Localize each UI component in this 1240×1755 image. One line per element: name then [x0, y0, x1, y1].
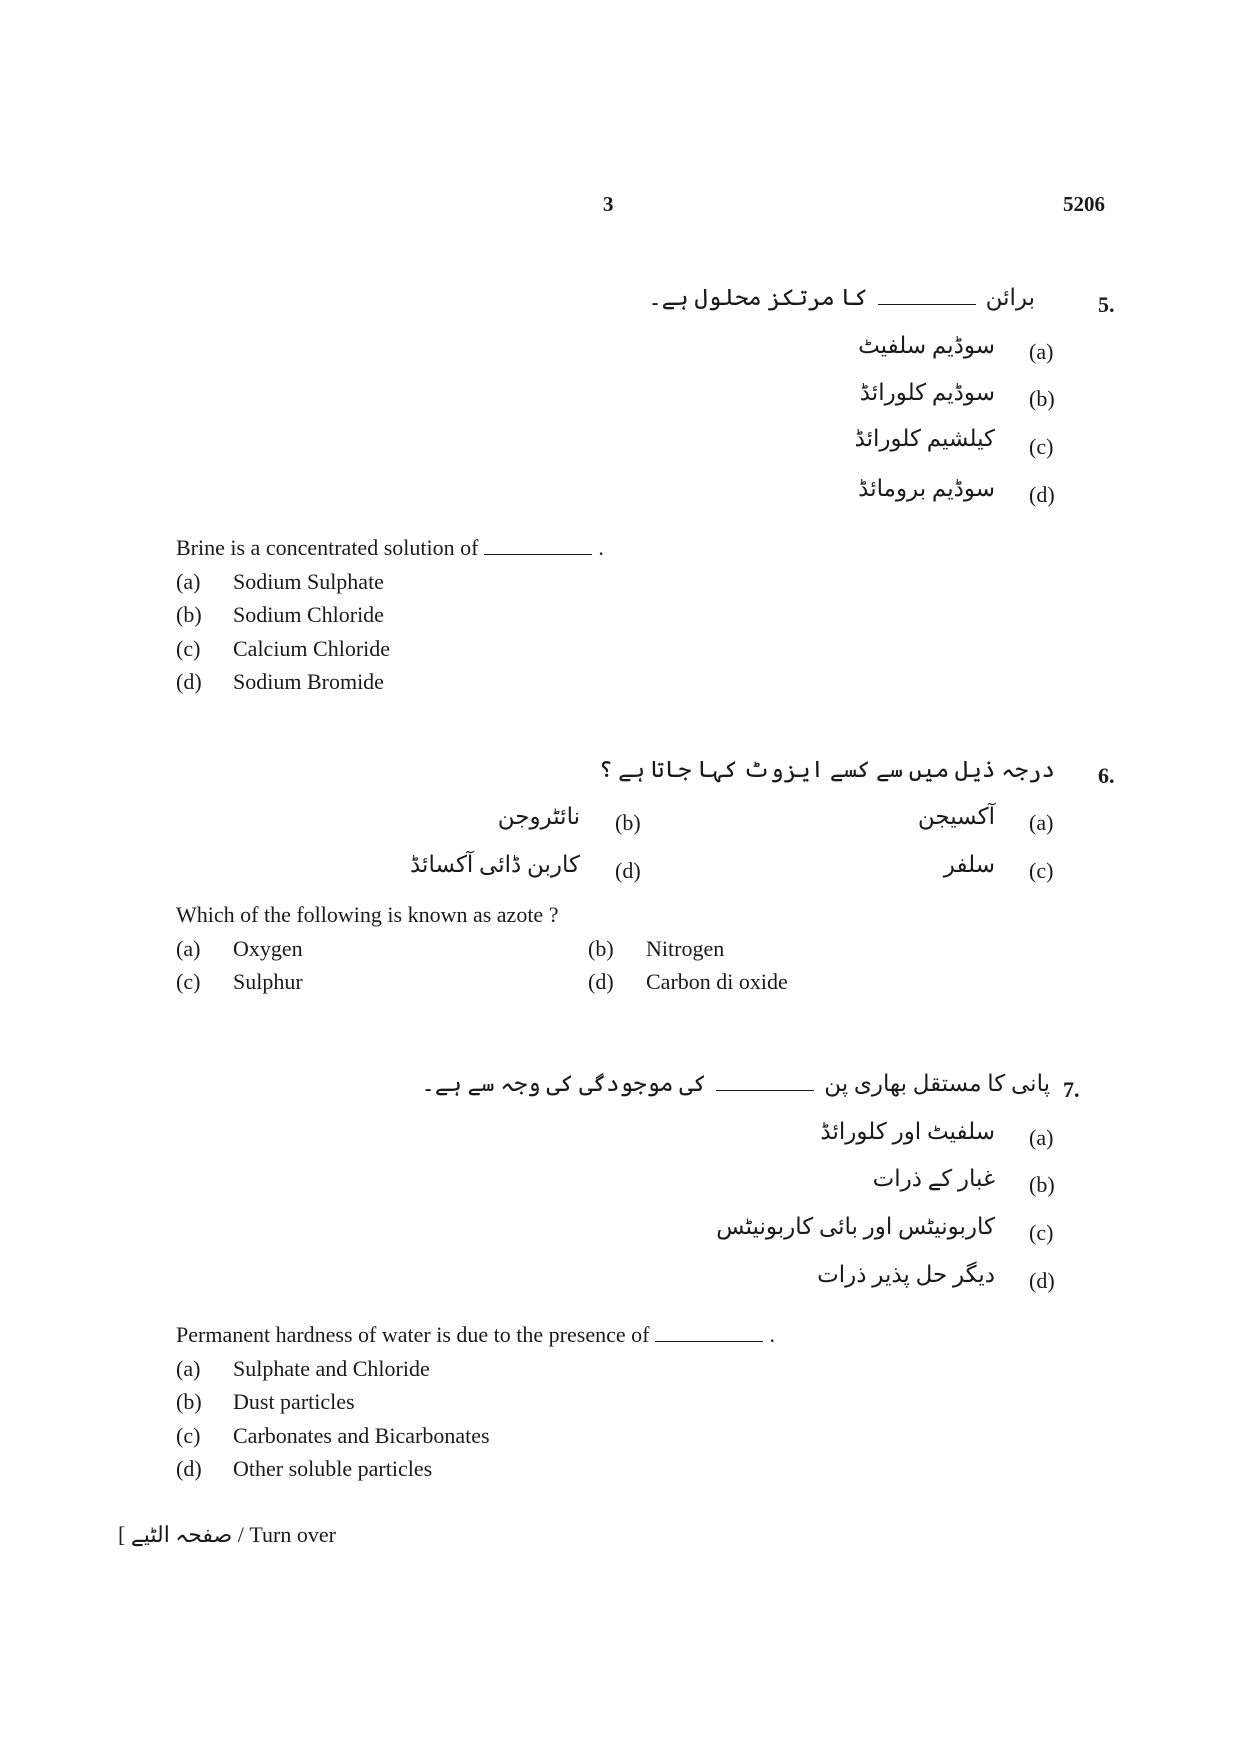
urdu-stem	[648, 285, 1035, 311]
urdu-option-text: دیگر حل پذیر ذرات	[817, 1262, 995, 1287]
english-stem: Which of the following is known as azote ?	[176, 902, 559, 927]
urdu-stem-part: برائن	[985, 285, 1035, 310]
urdu-option-letter: (d)	[1029, 482, 1055, 507]
urdu-stem-part: کا مرتکز محلول ہے۔	[648, 285, 868, 310]
english-option-letter: (d)	[588, 969, 614, 994]
answer-blank	[655, 1340, 763, 1342]
english-turn-over: Turn over	[249, 1522, 336, 1547]
urdu-option-text: سوڈیم کلورائڈ	[859, 380, 995, 405]
urdu-option-text: سلفر	[943, 852, 995, 877]
turn-over-note	[118, 1522, 336, 1548]
footer-separator: /	[237, 1522, 244, 1547]
urdu-turn-over: صفحہ الٹیے	[130, 1522, 233, 1547]
urdu-stem	[421, 1071, 1050, 1097]
urdu-option-text: غبار کے ذرات	[872, 1166, 995, 1191]
english-option-letter: (b)	[176, 602, 202, 627]
english-stem-tail: .	[769, 1322, 775, 1347]
urdu-option-letter: (b)	[1029, 1172, 1055, 1197]
english-option-text: Sodium Sulphate	[233, 569, 384, 594]
english-option-text: Nitrogen	[646, 936, 725, 961]
english-stem-tail: .	[598, 535, 604, 560]
urdu-option-letter: (d)	[1029, 1268, 1055, 1293]
english-option-text: Carbonates and Bicarbonates	[233, 1423, 490, 1448]
answer-blank	[716, 1089, 814, 1091]
urdu-stem-part: پانی کا مستقل بھاری پن	[824, 1071, 1050, 1096]
urdu-option-text: کاربونیٹس اور بائی کاربونیٹس	[716, 1214, 995, 1239]
urdu-option-text: کیلشیم کلورائڈ	[854, 426, 995, 451]
english-option-letter: (c)	[176, 1423, 201, 1448]
urdu-stem-part: کی موجودگی کی وجہ سے ہے۔	[421, 1071, 707, 1096]
question-number: 5.	[1098, 292, 1115, 317]
english-option-letter: (d)	[176, 669, 202, 694]
english-option-letter: (a)	[176, 1356, 201, 1381]
urdu-option-letter: (c)	[1029, 434, 1054, 459]
english-stem	[176, 1322, 775, 1348]
answer-blank	[484, 553, 592, 555]
urdu-stem: درجہ ذیل میں سے کسے ایزوٹ کہا جاتا ہے ؟	[598, 757, 1055, 782]
footer-bracket: [	[118, 1522, 126, 1547]
english-option-text: Dust particles	[233, 1389, 355, 1414]
english-option-text: Other soluble particles	[233, 1456, 433, 1481]
question-number: 6.	[1098, 763, 1115, 788]
urdu-option-text: نائٹروجن	[497, 804, 580, 829]
english-option-letter: (c)	[176, 969, 201, 994]
urdu-option-letter: (a)	[1029, 1125, 1054, 1150]
urdu-option-letter: (c)	[1029, 1220, 1054, 1245]
urdu-option-letter: (a)	[1029, 339, 1054, 364]
english-option-text: Sulphate and Chloride	[233, 1356, 430, 1381]
answer-blank	[878, 303, 976, 305]
urdu-option-text: سوڈیم سلفیٹ	[858, 333, 995, 358]
urdu-option-text: کاربن ڈائی آکسائڈ	[409, 852, 580, 877]
english-option-text: Carbon di oxide	[646, 969, 788, 994]
english-option-text: Sodium Bromide	[233, 669, 384, 694]
english-option-letter: (b)	[176, 1389, 202, 1414]
english-option-letter: (b)	[588, 936, 614, 961]
urdu-option-text: سوڈیم برومائڈ	[858, 476, 995, 501]
english-stem-text: Permanent hardness of water is due to the presence of	[176, 1322, 650, 1347]
english-option-letter: (c)	[176, 636, 201, 661]
page-number: 3	[603, 192, 614, 216]
urdu-option-letter: (b)	[1029, 386, 1055, 411]
question-number: 7.	[1063, 1077, 1080, 1102]
english-stem-text: Brine is a concentrated solution of	[176, 535, 479, 560]
english-option-letter: (a)	[176, 569, 201, 594]
english-option-letter: (d)	[176, 1456, 202, 1481]
urdu-option-letter: (d)	[615, 858, 641, 883]
paper-code: 5206	[1063, 192, 1105, 216]
english-option-text: Sulphur	[233, 969, 303, 994]
english-option-text: Oxygen	[233, 936, 303, 961]
english-option-text: Sodium Chloride	[233, 602, 384, 627]
urdu-option-letter: (c)	[1029, 858, 1054, 883]
urdu-option-letter: (b)	[615, 810, 641, 835]
urdu-option-letter: (a)	[1029, 810, 1054, 835]
english-stem	[176, 535, 604, 561]
english-option-letter: (a)	[176, 936, 201, 961]
urdu-option-text: سلفیٹ اور کلورائڈ	[820, 1119, 995, 1144]
urdu-option-text: آکسیجن	[917, 804, 995, 829]
english-option-text: Calcium Chloride	[233, 636, 391, 661]
